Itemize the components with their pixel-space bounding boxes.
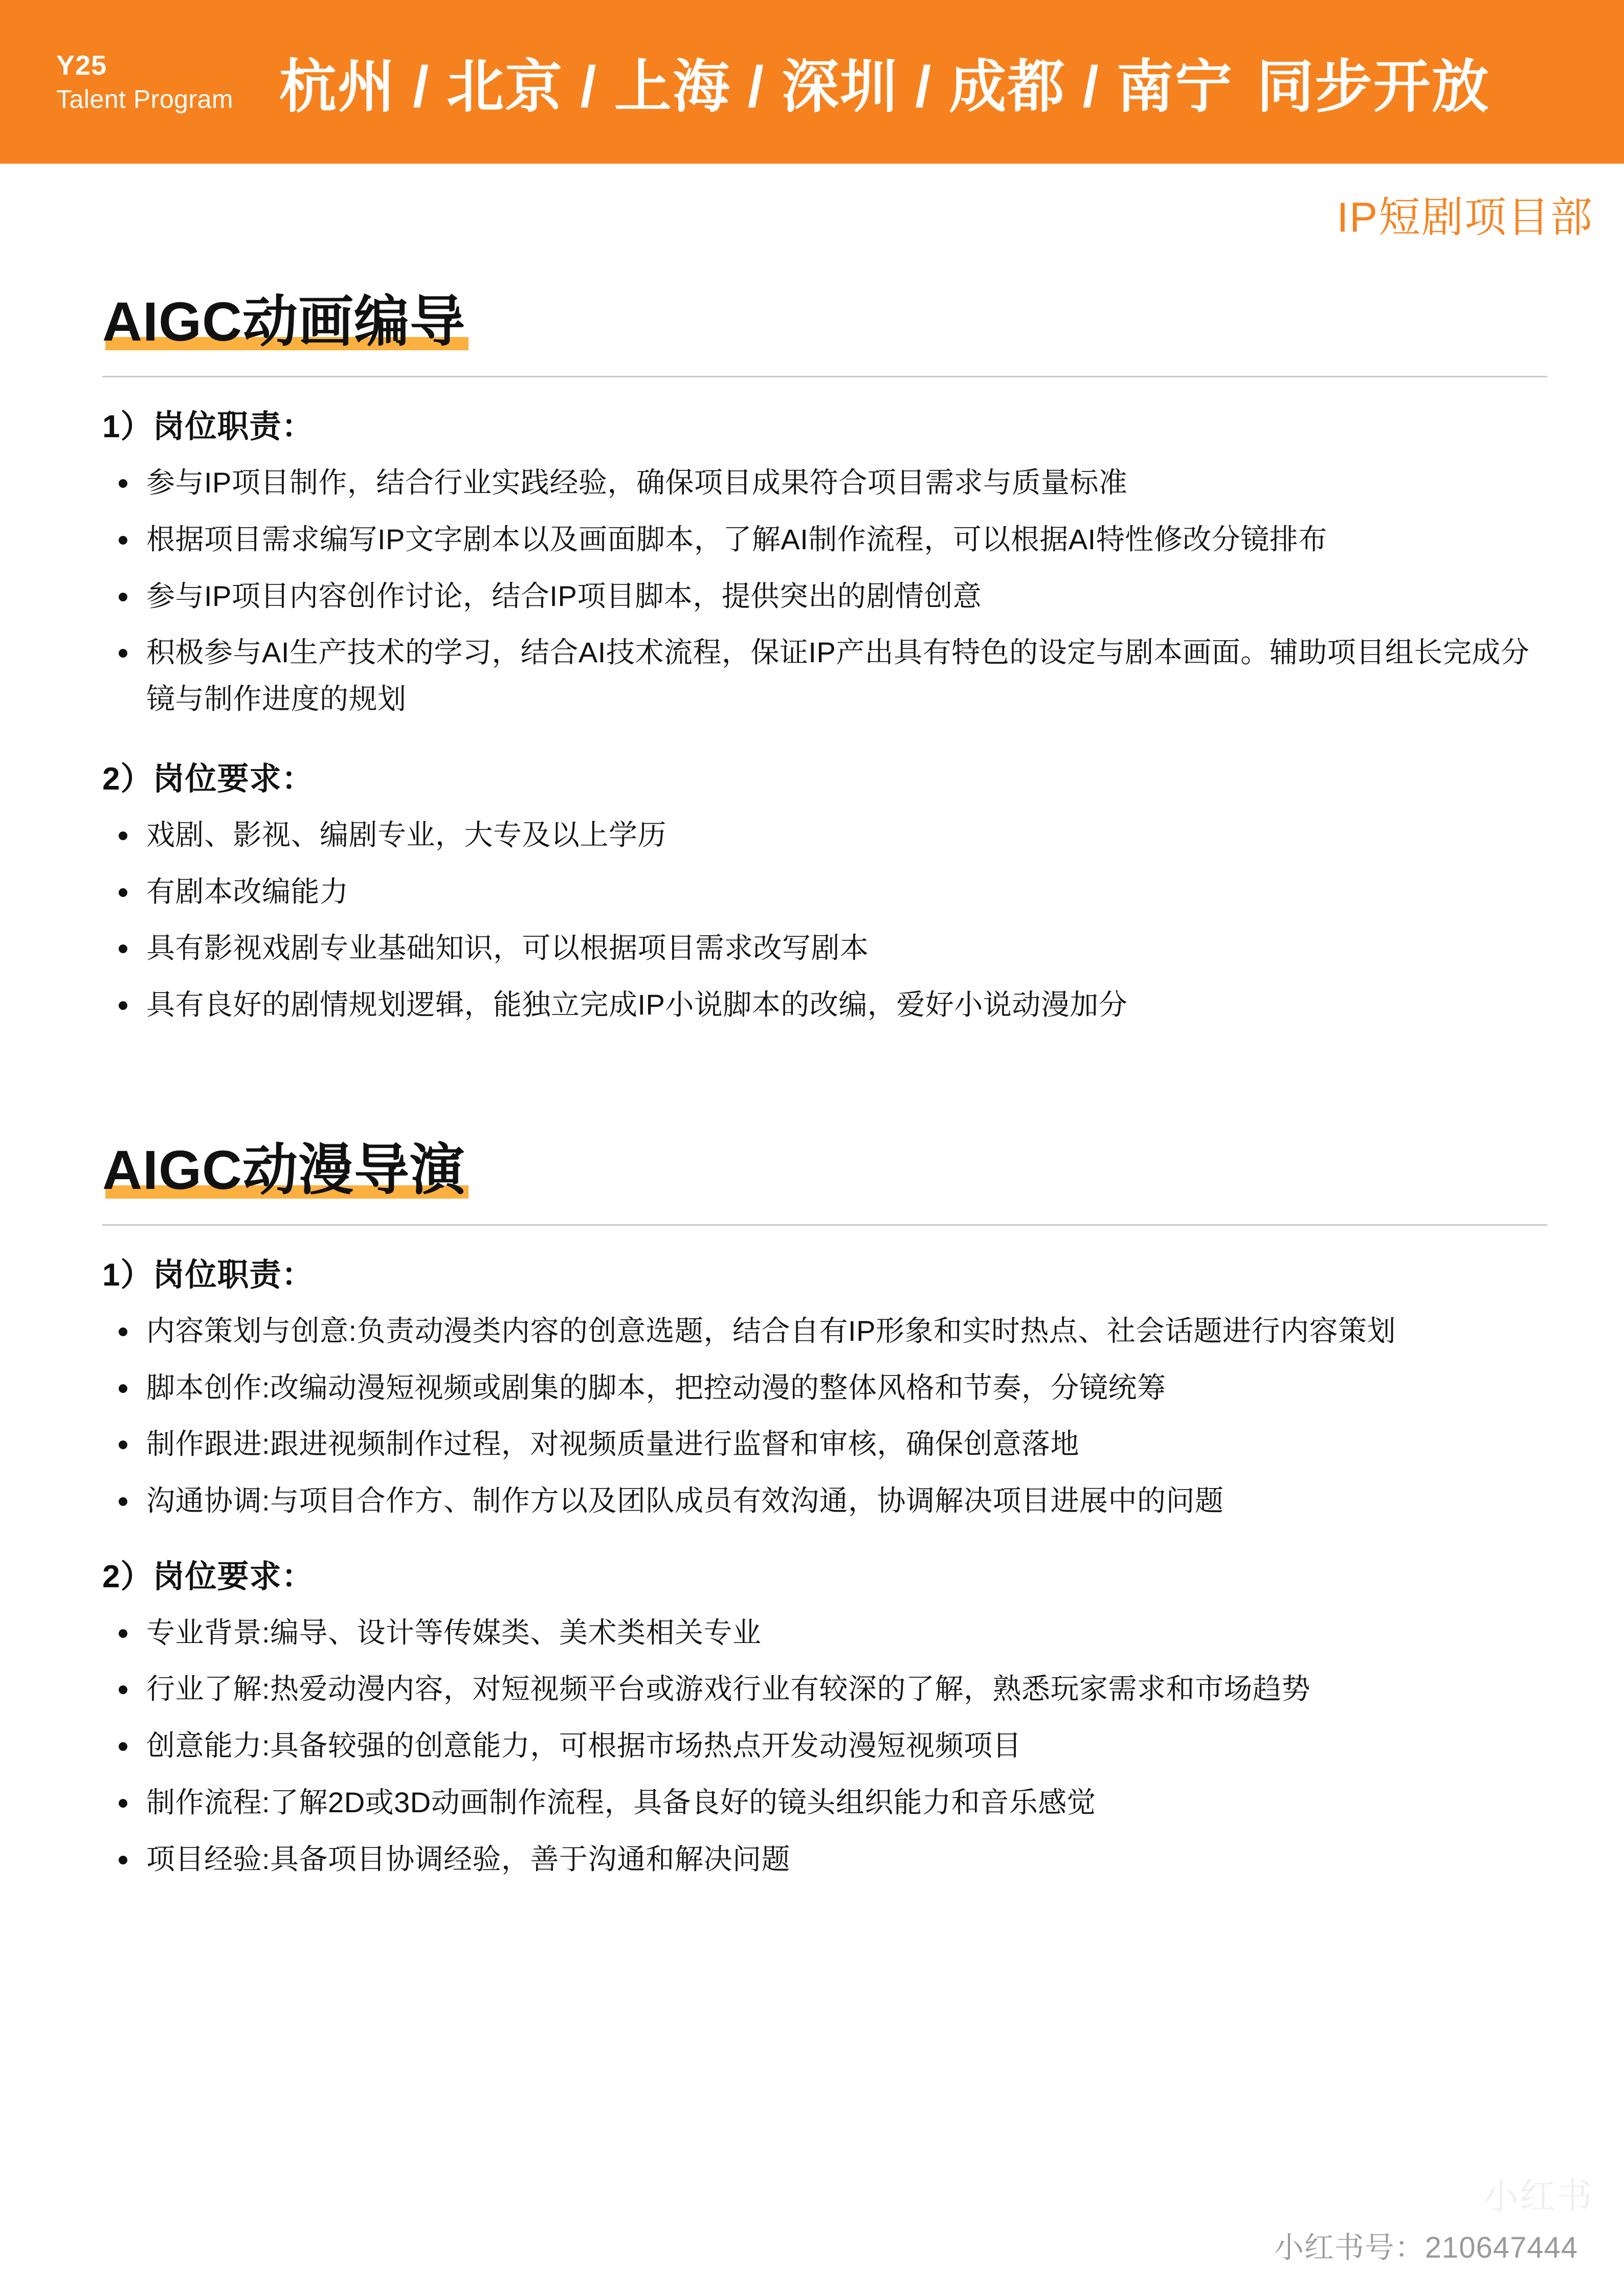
- list-item: 专业背景:编导、设计等传媒类、美术类相关专业: [102, 1610, 1547, 1656]
- section-heading-responsibilities: 1）岗位职责：: [102, 409, 314, 445]
- responsibilities-list: [102, 460, 1547, 723]
- section-heading-requirements: 2）岗位要求：: [102, 761, 314, 797]
- header-cities: [279, 41, 1490, 123]
- list-item: 有剧本改编能力: [102, 869, 1547, 915]
- job-title-wrap: [102, 1138, 465, 1202]
- cities-list: 杭州 / 北京 / 上海 / 深圳 / 成都 / 南宁: [279, 54, 1233, 119]
- list-item: 积极参与AI生产技术的学习，结合AI技术流程，保证IP产出具有特色的设定与剧本画面。辅助项目组长完成分镜与制作进度的规划: [102, 629, 1547, 722]
- department-label: IP短剧项目部: [1337, 194, 1593, 241]
- responsibilities-list: [102, 1308, 1547, 1524]
- list-item: 项目经验:具备项目协调经验，善于沟通和解决问题: [102, 1836, 1547, 1883]
- job-block: [102, 259, 1547, 1028]
- list-item: 具有影视戏剧专业基础知识，可以根据项目需求改写剧本: [102, 925, 1547, 972]
- list-item: 参与IP项目制作，结合行业实践经验，确保项目成果符合项目需求与质量标准: [102, 460, 1547, 506]
- page-header: [0, 0, 1624, 164]
- section-heading-requirements: 2）岗位要求：: [102, 1559, 314, 1594]
- brand-line-two: Talent Program: [56, 84, 234, 114]
- list-item: 沟通协调:与项目合作方、制作方以及团队成员有效沟通，协调解决项目进展中的问题: [102, 1478, 1547, 1524]
- requirements-list: [102, 812, 1547, 1028]
- footer-account-note: 小红书号：210647444: [1274, 2231, 1578, 2264]
- page-title: AIGC动画编导: [102, 290, 466, 352]
- list-item: 戏剧、影视、编剧专业，大专及以上学历: [102, 812, 1547, 859]
- list-item: 制作跟进:跟进视频制作过程，对视频质量进行监督和审核，确保创意落地: [102, 1421, 1547, 1468]
- divider: [102, 376, 1547, 377]
- list-item: 创意能力:具备较强的创意能力，可根据市场热点开发动漫短视频项目: [102, 1723, 1547, 1769]
- list-item: 脚本创作:改编动漫短视频或剧集的脚本，把控动漫的整体风格和节奏，分镜统筹: [102, 1365, 1547, 1411]
- department-row: [0, 164, 1624, 244]
- list-item: 内容策划与创意:负责动漫类内容的创意选题，结合自有IP形象和实时热点、社会话题进行内容策划: [102, 1308, 1547, 1355]
- watermark: 小红书: [1483, 2176, 1593, 2216]
- brand-block: [56, 49, 264, 115]
- list-item: 具有良好的剧情规划逻辑，能独立完成IP小说脚本的改编，爱好小说动漫加分: [102, 982, 1547, 1028]
- list-item: 制作流程:了解2D或3D动画制作流程，具备良好的镜头组织能力和音乐感觉: [102, 1780, 1547, 1826]
- job-listings: [0, 244, 1624, 1882]
- list-item: 根据项目需求编写IP文字剧本以及画面脚本，了解AI制作流程，可以根据AI特性修改分镜排布: [102, 516, 1547, 563]
- job-block: [102, 1108, 1547, 1883]
- brand-line-one: Y25: [56, 50, 107, 81]
- requirements-list: [102, 1610, 1547, 1883]
- section-heading-responsibilities: 1）岗位职责：: [102, 1257, 314, 1293]
- sync-open-label: 同步开放: [1256, 54, 1490, 119]
- list-item: 参与IP项目内容创作讨论，结合IP项目脚本，提供突出的剧情创意: [102, 573, 1547, 620]
- job-title-wrap: [102, 290, 465, 353]
- divider: [102, 1224, 1547, 1226]
- list-item: 行业了解:热爱动漫内容，对短视频平台或游戏行业有较深的了解，熟悉玩家需求和市场趋势: [102, 1666, 1547, 1713]
- section-spacer: [102, 1059, 1547, 1108]
- page-title: AIGC动漫导演: [102, 1138, 466, 1201]
